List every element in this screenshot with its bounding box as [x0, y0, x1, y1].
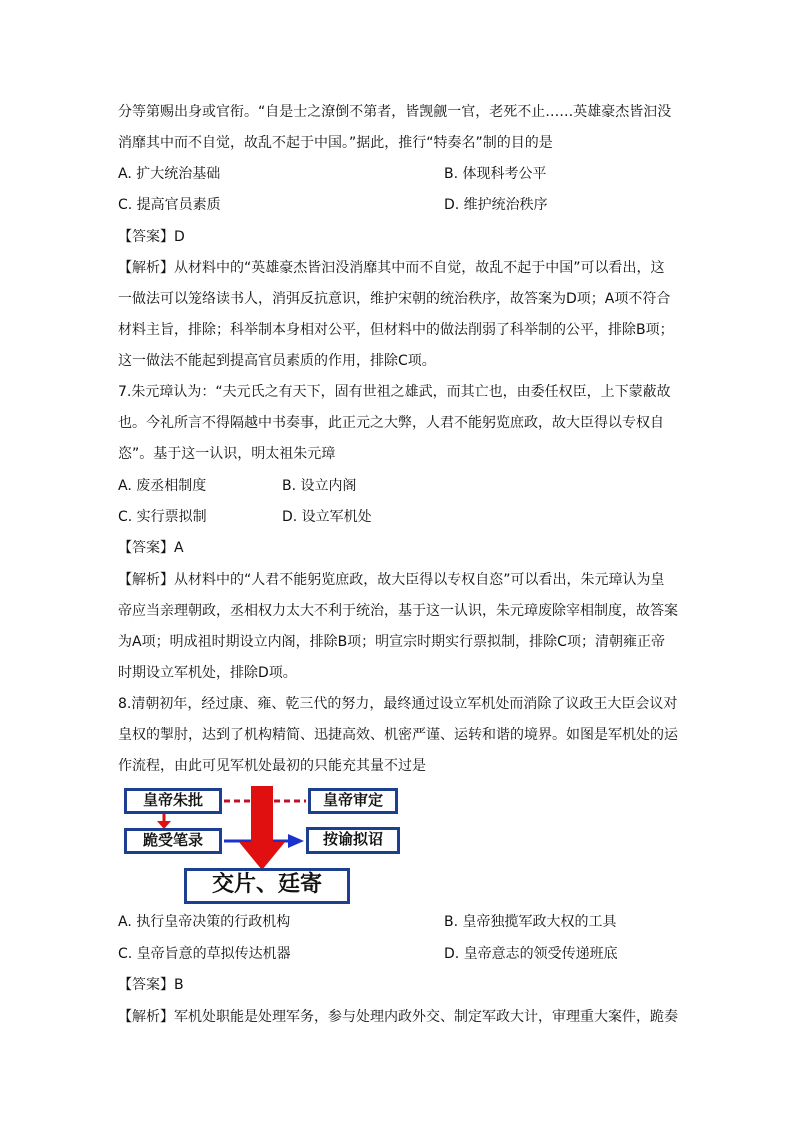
- q7-stem-line-3: 恣”。基于这一认识，明太祖朱元璋: [118, 446, 336, 462]
- q7-stem-line-1: 7.朱元璋认为：“夫元氏之有天下，固有世祖之雄武，而其亡也，由委任权臣，上下蒙蔽故: [118, 384, 671, 400]
- box-emperor-review: 皇帝审定: [308, 788, 398, 814]
- q6-explanation-line-3: 材料主旨，排除；科举制本身相对公平，但材料中的做法削弱了科举制的公平，排除B项；: [118, 322, 674, 338]
- big-down-arrow-head: [239, 842, 285, 870]
- q8-stem-line-2: 皇权的掣肘，达到了机构精简、迅捷高效、机密严谨、运转和谐的境界。如图是军机处的运: [118, 727, 678, 743]
- q7-explanation-line-4: 时期设立军机处，排除D项。: [118, 665, 297, 681]
- q8-option-c: C. 皇帝旨意的草拟传达机器: [118, 946, 291, 962]
- big-down-arrow-shaft: [251, 786, 273, 844]
- q6-option-c: C. 提高官员素质: [118, 197, 221, 213]
- q7-option-c: C. 实行票拟制: [118, 509, 207, 525]
- q6-explanation-line-4: 这一做法不能起到提高官员素质的作用，排除C项。: [118, 353, 436, 369]
- q6-explanation-line-1: 【解析】从材料中的“英雄豪杰皆汩没消靡其中而不自觉，故乱不起于中国”可以看出，这: [118, 260, 665, 276]
- q6-stem-line-1: 分等第赐出身或官衔。“自是士之潦倒不第者，皆觊觎一官，老死不止……英雄豪杰皆汩没: [118, 104, 672, 120]
- q7-stem-line-2: 也。今礼所言不得隔越中书奏事，此正元之大弊，人君不能躬览庶政，故大臣得以专权自: [118, 415, 664, 431]
- q7-option-a: A. 废丞相制度: [118, 478, 207, 494]
- q8-stem-line-1: 8.清朝初年，经过康、雍、乾三代的努力，最终通过设立军机处而消除了议政王大臣会议对: [118, 696, 678, 712]
- q6-option-b: B. 体现科考公平: [444, 166, 547, 182]
- q6-explanation-line-2: 一做法可以笼络读书人，消弭反抗意识，维护宋朝的统治秩序，故答案为D项；A项不符合: [118, 291, 671, 307]
- q6-stem-line-2: 消靡其中而不自觉，故乱不起于中国。”据此，推行“特奏名”制的目的是: [118, 135, 553, 151]
- q6-answer: 【答案】D: [118, 229, 185, 245]
- q7-explanation-line-3: 为A项；明成祖时期设立内阁，排除B项；明宣宗时期实行票拟制，排除C项；清朝雍正帝: [118, 634, 665, 650]
- q8-option-d: D. 皇帝意志的领受传递班底: [444, 946, 618, 962]
- q8-explanation-line-1: 【解析】军机处职能是处理军务，参与处理内政外交、制定军政大计，审理重大案件，跪奏: [118, 1009, 678, 1025]
- q7-option-b: B. 设立内阁: [282, 478, 357, 494]
- q7-explanation-line-2: 帝应当亲理朝政，丞相权力太大不利于统治，基于这一认识，朱元璋废除宰相制度，故答案: [118, 603, 678, 619]
- q6-option-d: D. 维护统治秩序: [444, 197, 548, 213]
- blue-arrow-head: [288, 834, 304, 848]
- q6-option-a: A. 扩大统治基础: [118, 166, 221, 182]
- q8-option-a: A. 执行皇帝决策的行政机构: [118, 914, 291, 930]
- q8-answer: 【答案】B: [118, 977, 184, 993]
- box-emperor-vermilion: 皇帝朱批: [124, 788, 222, 814]
- box-kneel-record: 跪受笔录: [124, 828, 222, 854]
- military-council-flowchart: [118, 784, 408, 906]
- q7-answer: 【答案】A: [118, 540, 184, 556]
- q8-stem-line-3: 作流程，由此可见军机处最初的只能充其量不过是: [118, 758, 426, 774]
- box-dispatch: 交片、廷寄: [184, 868, 350, 904]
- q7-explanation-line-1: 【解析】从材料中的“人君不能躬览庶政，故大臣得以专权自恣”可以看出，朱元璋认为皇: [118, 572, 665, 588]
- q8-option-b: B. 皇帝独揽军政大权的工具: [444, 914, 617, 930]
- q7-option-d: D. 设立军机处: [282, 509, 372, 525]
- box-draft-edict: 按谕拟诏: [306, 827, 400, 854]
